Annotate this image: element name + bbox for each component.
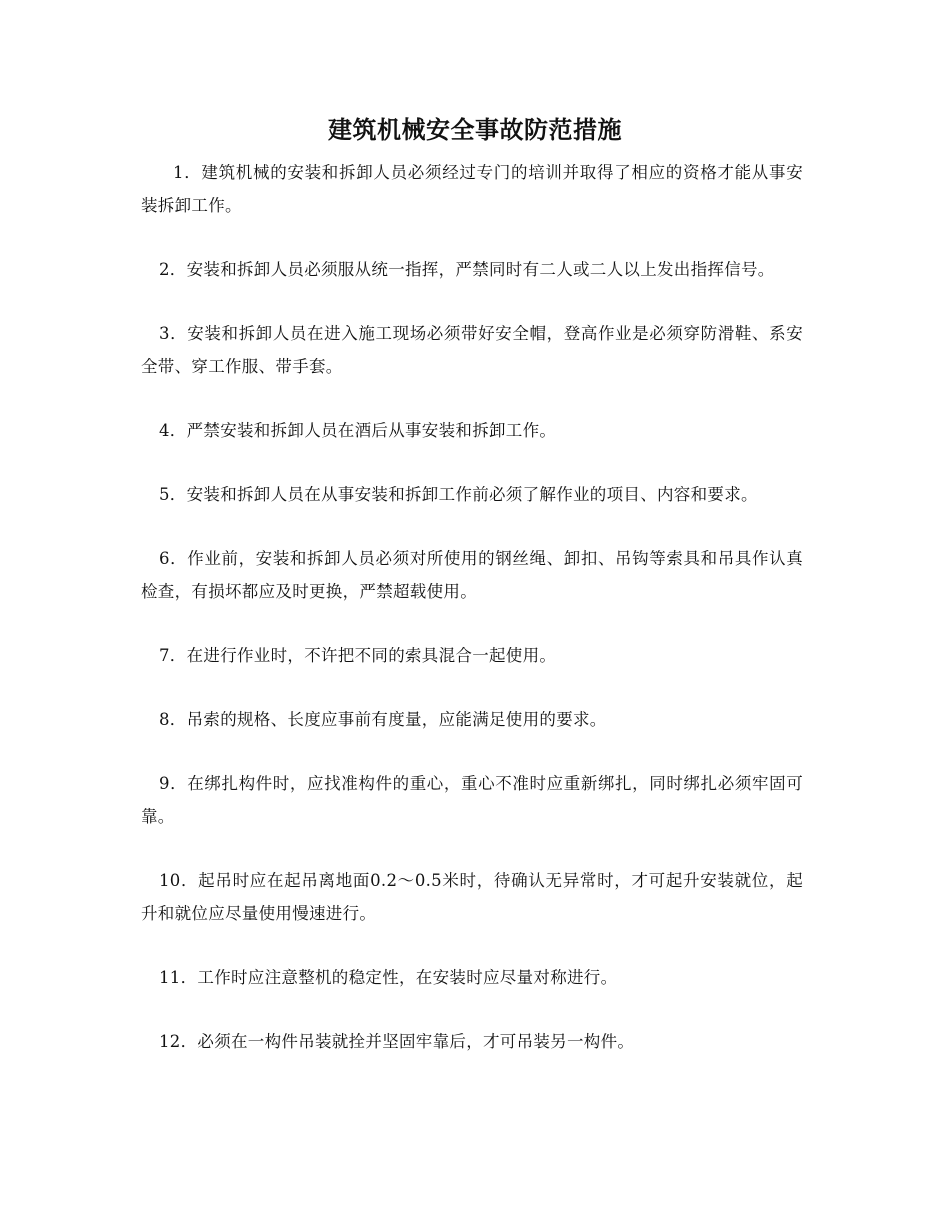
list-item: 12．必须在一构件吊装就拴并坚固牢靠后，才可吊装另一构件。 xyxy=(159,1032,635,1051)
list-item: 3．安装和拆卸人员在进入施工现场必须带好安全帽，登高作业是必须穿防滑鞋、系安全带、穿工作服、带手套。 xyxy=(141,324,803,376)
list-item: 1．建筑机械的安装和拆卸人员必须经过专门的培训并取得了相应的资格才能从事安装拆卸工作。 xyxy=(141,163,803,215)
list-item: 7．在进行作业时，不许把不同的索具混合一起使用。 xyxy=(159,646,557,665)
list-item: 8．吊索的规格、长度应事前有度量，应能满足使用的要求。 xyxy=(159,710,607,729)
list-item: 6．作业前，安装和拆卸人员必须对所使用的钢丝绳、卸扣、吊钩等索具和吊具作认真检查，有损坏都应及时更换，严禁超载使用。 xyxy=(141,549,803,601)
list-item: 11．工作时应注意整机的稳定性，在安装时应尽量对称进行。 xyxy=(159,968,618,987)
list-item: 2．安装和拆卸人员必须服从统一指挥，严禁同时有二人或二人以上发出指挥信号。 xyxy=(159,260,775,279)
document-title: 建筑机械安全事故防范措施 xyxy=(328,115,622,144)
list-item: 4．严禁安装和拆卸人员在酒后从事安装和拆卸工作。 xyxy=(159,421,557,440)
list-item: 10．起吊时应在起吊离地面0.2～0.5米时，待确认无异常时，才可起升安装就位，起升和就位应尽量使用慢速进行。 xyxy=(141,871,803,923)
list-item: 5．安装和拆卸人员在从事安装和拆卸工作前必须了解作业的项目、内容和要求。 xyxy=(159,485,758,504)
measure-list xyxy=(141,156,803,1089)
list-item: 9．在绑扎构件时，应找准构件的重心，重心不准时应重新绑扎，同时绑扎必须牢固可靠。 xyxy=(141,774,803,826)
